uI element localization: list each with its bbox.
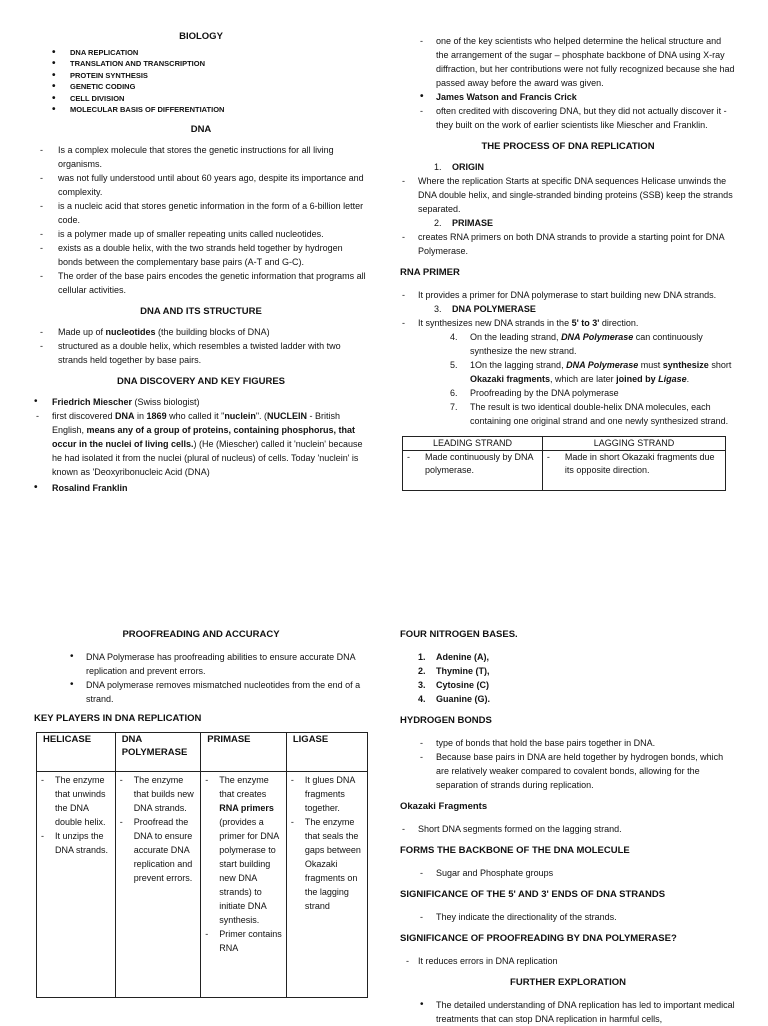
ends-heading: SIGNIFICANCE OF THE 5' AND 3' ENDS OF DNA STRANDS bbox=[400, 889, 666, 900]
bases-heading: FOUR NITROGEN BASES. bbox=[400, 629, 518, 640]
list-item: - It unzips the DNA strands. bbox=[37, 829, 115, 857]
list-item: - Because base pairs in DNA are held together by hydrogen bonds, which are relatively weaker compared to covalent bonds, allowing for the separation of strands during replication. bbox=[400, 750, 736, 792]
topic-item: • DNA REPLICATION bbox=[34, 47, 368, 58]
text: Adenine (A), bbox=[436, 652, 489, 662]
text: 1869 bbox=[146, 411, 167, 422]
process-steps bbox=[400, 160, 736, 258]
text: first discovered bbox=[52, 411, 116, 422]
list-item bbox=[400, 650, 736, 664]
step-number: 3. bbox=[418, 680, 426, 690]
step-origin bbox=[400, 160, 736, 174]
miescher-name: Friedrich Miescher bbox=[52, 397, 133, 408]
dna-points bbox=[34, 143, 368, 297]
step-number: 1. bbox=[434, 162, 442, 172]
primase-cell bbox=[201, 772, 287, 998]
text: DNA bbox=[115, 411, 135, 422]
ligase-cell bbox=[286, 772, 367, 998]
text: ". ( bbox=[255, 411, 268, 422]
text: - British English, bbox=[52, 411, 341, 436]
list-item: - is a polymer made up of smaller repeating units called nucleotides. bbox=[34, 227, 368, 241]
text: Okazaki fragments bbox=[470, 374, 551, 384]
key-players-table bbox=[36, 732, 368, 998]
topic-item: • PROTEIN SYNTHESIS bbox=[34, 70, 368, 81]
table-header: HELICASE bbox=[37, 733, 116, 772]
list-item: • DNA Polymerase has proofreading abilities to ensure accurate DNA replication and prevent errors. bbox=[34, 650, 368, 678]
topics-list bbox=[34, 47, 368, 115]
structure-points bbox=[34, 325, 368, 367]
list-item bbox=[34, 395, 368, 409]
topic-item: • MOLECULAR BASIS OF DIFFERENTIATION bbox=[34, 104, 368, 115]
key-players-heading: KEY PLAYERS IN DNA REPLICATION bbox=[34, 713, 202, 724]
bases-list bbox=[400, 650, 736, 706]
text: direction. bbox=[599, 318, 639, 328]
text: ) (He (Miescher) called it 'nuclein' because he had isolated it from the nuclei (plural of nucleus) of cells. Today 'nuclein' is known as 'Deoxyribonucleic Acid (DNA) bbox=[52, 439, 363, 478]
list-item: - Made continuously by DNA polymerase. bbox=[403, 451, 542, 477]
list-item: - The enzyme that unwinds the DNA double helix. bbox=[37, 773, 115, 829]
step-number: 2. bbox=[434, 218, 442, 228]
table-cell bbox=[403, 451, 543, 491]
watson-crick: • James Watson and Francis Crick bbox=[400, 90, 736, 104]
text: synthesize bbox=[662, 360, 709, 370]
text: DNA POLYMERASE bbox=[452, 304, 536, 314]
franklin-details bbox=[400, 34, 736, 132]
table-cell bbox=[542, 451, 725, 491]
hbonds-points bbox=[400, 736, 736, 792]
list-item: - creates RNA primers on both DNA strands to provide a starting point for DNA Polymerase. bbox=[400, 230, 736, 258]
text: DNA Polymerase bbox=[566, 360, 639, 370]
proof-significance-points bbox=[400, 954, 736, 968]
text: ORIGIN bbox=[452, 162, 485, 172]
text: RNA primers bbox=[219, 803, 274, 813]
page-bottom bbox=[0, 512, 768, 1024]
list-item bbox=[34, 409, 368, 479]
process-heading: THE PROCESS OF DNA REPLICATION bbox=[481, 141, 655, 152]
text: PRIMASE bbox=[452, 218, 494, 228]
hbonds-heading: HYDROGEN BONDS bbox=[400, 715, 492, 726]
proof-significance-heading: SIGNIFICANCE OF PROOFREADING BY DNA POLYMERASE? bbox=[400, 933, 677, 944]
text: Made up of bbox=[58, 327, 106, 338]
list-item: - type of bonds that hold the base pairs together in DNA. bbox=[400, 736, 736, 750]
okazaki-points bbox=[400, 822, 736, 836]
rna-primer-points bbox=[400, 288, 736, 428]
list-item: - The enzyme that builds new DNA strands. bbox=[116, 773, 201, 815]
list-item bbox=[400, 316, 736, 330]
text: can continuously synthesize the new strand. bbox=[470, 332, 703, 356]
franklin-name: • Rosalind Franklin bbox=[34, 481, 368, 495]
topic-item: • GENETIC CODING bbox=[34, 81, 368, 92]
text: On the leading strand, bbox=[470, 332, 562, 342]
table-header: LAGGING STRAND bbox=[542, 437, 725, 451]
proofreading-heading: PROOFREADING AND ACCURACY bbox=[122, 629, 280, 640]
further-points bbox=[400, 998, 736, 1026]
okazaki-heading: Okazaki Fragments bbox=[400, 801, 488, 812]
bottom-right-column bbox=[400, 628, 736, 1026]
list-item: - Where the replication Starts at specific DNA sequences Helicase unwinds the DNA double helix, and single-stranded binding proteins (SSB) keep the strands separated. bbox=[400, 174, 736, 216]
step-4 bbox=[400, 330, 736, 358]
list-item bbox=[400, 692, 736, 706]
list-item: • The detailed understanding of DNA replication has led to important medical treatments that can stop DNA replication in harmful cells, bbox=[400, 998, 736, 1026]
table-header: DNA POLYMERASE bbox=[115, 733, 201, 772]
text: 5' to 3' bbox=[571, 318, 600, 328]
text: joined by bbox=[616, 374, 659, 384]
text: short bbox=[708, 360, 732, 370]
text: ( bbox=[132, 397, 138, 408]
top-left-column bbox=[34, 30, 368, 495]
list-item: - Sugar and Phosphate groups bbox=[400, 866, 736, 880]
list-item bbox=[201, 773, 286, 927]
text: who called it " bbox=[166, 411, 225, 422]
text: (provides a primer for DNA polymerase to start building new DNA strands) to initiate DNA synthesis. bbox=[219, 817, 279, 925]
step-number: 3. bbox=[434, 304, 442, 314]
text: NUCLEIN bbox=[267, 411, 308, 422]
backbone-points bbox=[400, 866, 736, 880]
text: Ligase bbox=[658, 374, 687, 384]
list-item: - Primer contains RNA bbox=[201, 927, 286, 955]
list-item: - one of the key scientists who helped determine the helical structure and the arrangement of the sugar – phosphate backbone of DNA using X-ray diffraction, but her contributions were not fully recognized because she had passed away before the award was given. bbox=[400, 34, 736, 90]
proofreading-points bbox=[34, 650, 368, 706]
discovery-heading: DNA DISCOVERY AND KEY FIGURES bbox=[116, 376, 286, 388]
topic-item: • CELL DIVISION bbox=[34, 93, 368, 104]
text: in bbox=[134, 411, 147, 422]
list-item: - was not fully understood until about 60 years ago, despite its importance and complexity. bbox=[34, 171, 368, 199]
list-item: - often credited with discovering DNA, but they did not actually discover it - they built on the work of earlier scientists like Miescher and Franklin. bbox=[400, 104, 736, 132]
step-number: 7. bbox=[450, 402, 458, 412]
rna-primer-heading: RNA PRIMER bbox=[400, 267, 460, 278]
ends-points bbox=[400, 910, 736, 924]
list-item: - It glues DNA fragments together. bbox=[287, 773, 367, 815]
further-heading: FURTHER EXPLORATION bbox=[510, 977, 626, 988]
list-item: - The enzyme that seals the gaps between Okazaki fragments on the lagging strand bbox=[287, 815, 367, 913]
biology-title: BIOLOGY bbox=[179, 31, 223, 42]
step-number: 4. bbox=[450, 332, 458, 342]
list-item: - Short DNA segments formed on the lagging strand. bbox=[400, 822, 736, 836]
list-item: - structured as a double helix, which resembles a twisted ladder with two strands held together by base pairs. bbox=[34, 339, 368, 367]
text: Thymine (T), bbox=[436, 666, 490, 676]
text: Swiss biologist) bbox=[137, 397, 200, 408]
step-number: 2. bbox=[418, 666, 426, 676]
text: It synthesizes new DNA strands in the bbox=[418, 318, 572, 328]
page-top bbox=[0, 0, 768, 512]
text: DNA Polymerase bbox=[561, 332, 634, 342]
step-number: 6. bbox=[450, 388, 458, 398]
dna-heading: DNA bbox=[190, 124, 212, 136]
list-item: - Proofread the DNA to ensure accurate DNA replication and prevent errors. bbox=[116, 815, 201, 885]
table-header: LEADING STRAND bbox=[403, 437, 543, 451]
bottom-left-column bbox=[34, 628, 368, 998]
nucleotides-term: nucleotides bbox=[105, 327, 156, 338]
helicase-cell bbox=[37, 772, 116, 998]
table-header: LIGASE bbox=[286, 733, 367, 772]
discovery-points bbox=[34, 395, 368, 495]
list-item: - is a nucleic acid that stores genetic information in the form of a 6-billion letter code. bbox=[34, 199, 368, 227]
list-item: - The order of the base pairs encodes the genetic information that programs all cellular activities. bbox=[34, 269, 368, 297]
list-item: - It reduces errors in DNA replication bbox=[400, 954, 736, 968]
table-header: PRIMASE bbox=[201, 733, 287, 772]
structure-heading: DNA AND ITS STRUCTURE bbox=[140, 306, 262, 318]
text: means any of a group of proteins, containing phosphorus, that occur in the nuclei of living cells. bbox=[52, 425, 356, 450]
polymerase-cell bbox=[115, 772, 201, 998]
list-item: • DNA polymerase removes mismatched nucleotides from the end of a strand. bbox=[34, 678, 368, 706]
text: 1On the lagging strand, bbox=[470, 360, 567, 370]
list-item: - Made in short Okazaki fragments due its opposite direction. bbox=[543, 451, 725, 477]
text: nuclein bbox=[224, 411, 256, 422]
list-item: - They indicate the directionality of the strands. bbox=[400, 910, 736, 924]
step-number: 1. bbox=[418, 652, 426, 662]
list-item: - It provides a primer for DNA polymerase to start building new DNA strands. bbox=[400, 288, 736, 302]
text: , which are later bbox=[550, 374, 617, 384]
list-item bbox=[400, 678, 736, 692]
text: (the building blocks of DNA) bbox=[155, 327, 270, 338]
step-primase bbox=[400, 216, 736, 230]
list-item: - exists as a double helix, with the two strands held together by hydrogen bonds between the complementary base pairs (A-T and G-C). bbox=[34, 241, 368, 269]
step-polymerase bbox=[400, 302, 736, 316]
text: must bbox=[638, 360, 663, 370]
text: The enzyme that creates bbox=[219, 775, 269, 799]
step-5 bbox=[400, 358, 736, 386]
text: The result is two identical double-helix DNA molecules, each containing one original strand and one newly synthesized strand. bbox=[470, 402, 729, 426]
step-7 bbox=[400, 400, 736, 428]
strand-table bbox=[402, 436, 726, 491]
top-right-column bbox=[400, 34, 736, 491]
topic-item: • TRANSLATION AND TRANSCRIPTION bbox=[34, 58, 368, 69]
text: Guanine (G). bbox=[436, 694, 490, 704]
list-item bbox=[400, 664, 736, 678]
text: Cytosine (C) bbox=[436, 680, 490, 690]
list-item: - Is a complex molecule that stores the genetic instructions for all living organisms. bbox=[34, 143, 368, 171]
backbone-heading: FORMS THE BACKBONE OF THE DNA MOLECULE bbox=[400, 845, 630, 856]
list-item bbox=[34, 325, 368, 339]
step-number: 5. bbox=[450, 360, 458, 370]
text: . bbox=[686, 374, 690, 384]
step-6 bbox=[400, 386, 736, 400]
step-number: 4. bbox=[418, 694, 426, 704]
text: Proofreading by the DNA polymerase bbox=[470, 388, 619, 398]
